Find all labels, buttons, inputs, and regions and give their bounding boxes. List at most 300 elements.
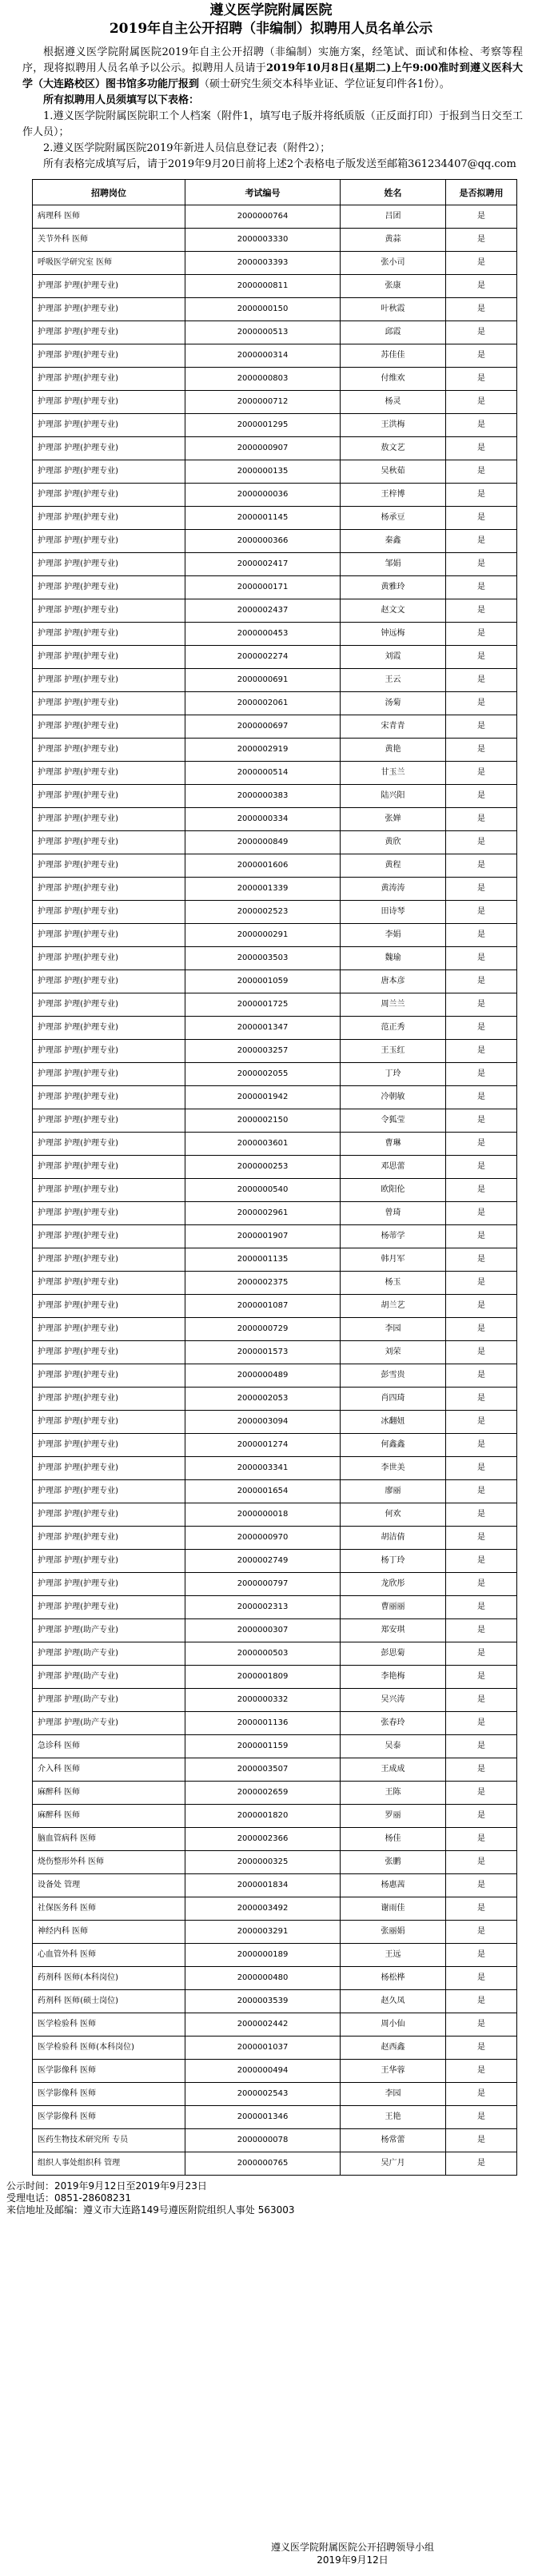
cell-hire-status: 是 xyxy=(446,1411,517,1434)
cell-hire-status: 是 xyxy=(446,1735,517,1758)
cell-name: 杨常蕾 xyxy=(341,2129,446,2152)
cell-position: 护理部 护理(护理专业) xyxy=(33,1295,185,1318)
cell-hire-status: 是 xyxy=(446,2106,517,2129)
table-row xyxy=(33,553,517,576)
cell-hire-status: 是 xyxy=(446,1990,517,2013)
table-row xyxy=(33,1805,517,1828)
table-row xyxy=(33,623,517,646)
table-row xyxy=(33,669,517,692)
cell-hire-status: 是 xyxy=(446,1318,517,1341)
cell-exam-number: 2000002523 xyxy=(185,901,341,924)
cell-exam-number: 2000002274 xyxy=(185,646,341,669)
table-row xyxy=(33,484,517,507)
cell-exam-number: 2000000314 xyxy=(185,344,341,368)
cell-position: 护理部 护理(护理专业) xyxy=(33,599,185,623)
table-row xyxy=(33,368,517,391)
cell-hire-status: 是 xyxy=(446,1364,517,1388)
cell-position: 护理部 护理(护理专业) xyxy=(33,1248,185,1272)
table-row xyxy=(33,1272,517,1295)
cell-position: 护理部 护理(护理专业) xyxy=(33,1156,185,1179)
cell-exam-number: 2000000332 xyxy=(185,1689,341,1712)
cell-position: 护理部 护理(护理专业) xyxy=(33,1063,185,1086)
table-row xyxy=(33,252,517,275)
table-row xyxy=(33,1411,517,1434)
cell-exam-number: 2000000712 xyxy=(185,391,341,414)
cell-hire-status: 是 xyxy=(446,646,517,669)
cell-exam-number: 2000000018 xyxy=(185,1503,341,1527)
cell-position: 脑血管病科 医师 xyxy=(33,1828,185,1851)
table-row xyxy=(33,1063,517,1086)
cell-exam-number: 2000001346 xyxy=(185,2106,341,2129)
cell-position: 护理部 护理(护理专业) xyxy=(33,437,185,460)
cell-hire-status: 是 xyxy=(446,1527,517,1550)
cell-position: 病理科 医师 xyxy=(33,205,185,229)
cell-exam-number: 2000000811 xyxy=(185,275,341,298)
cell-name: 魏瑜 xyxy=(341,947,446,970)
cell-hire-status: 是 xyxy=(446,599,517,623)
cell-hire-status: 是 xyxy=(446,2129,517,2152)
cell-name: 赵西鑫 xyxy=(341,2037,446,2060)
signature-date: 2019年9月12日 xyxy=(317,2554,389,2566)
cell-name: 李园 xyxy=(341,2083,446,2106)
table-row xyxy=(33,2083,517,2106)
cell-position: 护理部 护理(护理专业) xyxy=(33,1040,185,1063)
table-row xyxy=(33,1944,517,1967)
form-item-1: 1.遵义医学院附属医院职工个人档案（附件1，填写电子版并将纸质版（正反面打印）于报到当日交至工作人员）； xyxy=(22,110,523,138)
table-row xyxy=(33,344,517,368)
table-row xyxy=(33,1666,517,1689)
cell-position: 护理部 护理(护理专业) xyxy=(33,553,185,576)
cell-hire-status: 是 xyxy=(446,205,517,229)
table-row xyxy=(33,1503,517,1527)
cell-exam-number: 2000000078 xyxy=(185,2129,341,2152)
table-row xyxy=(33,1248,517,1272)
cell-hire-status: 是 xyxy=(446,854,517,878)
table-row xyxy=(33,1040,517,1063)
cell-exam-number: 2000002061 xyxy=(185,692,341,715)
cell-exam-number: 2000002055 xyxy=(185,1063,341,1086)
cell-exam-number: 2000001145 xyxy=(185,507,341,530)
cell-name: 赵久凤 xyxy=(341,1990,446,2013)
cell-position: 烧伤整形外科 医师 xyxy=(33,1851,185,1874)
cell-exam-number: 2000000150 xyxy=(185,298,341,321)
cell-position: 护理部 护理(护理专业) xyxy=(33,785,185,808)
cell-name: 彭雪贵 xyxy=(341,1364,446,1388)
cell-name: 冰翻妞 xyxy=(341,1411,446,1434)
table-row xyxy=(33,1017,517,1040)
table-row xyxy=(33,1318,517,1341)
cell-hire-status: 是 xyxy=(446,1619,517,1642)
cell-position: 药剂科 医师(硕士岗位) xyxy=(33,1990,185,2013)
table-row xyxy=(33,2013,517,2037)
intro-text-end: （硕士研究生须交本科毕业证、学位证复印件各1份）。 xyxy=(199,78,450,90)
table-row xyxy=(33,831,517,854)
table-row xyxy=(33,1527,517,1550)
cell-exam-number: 2000000540 xyxy=(185,1179,341,1202)
table-row xyxy=(33,1225,517,1248)
table-row xyxy=(33,924,517,947)
cell-exam-number: 2000001573 xyxy=(185,1341,341,1364)
table-row xyxy=(33,762,517,785)
cell-name: 张鹏 xyxy=(341,1851,446,1874)
cell-name: 郑安琪 xyxy=(341,1619,446,1642)
table-row xyxy=(33,321,517,344)
cell-name: 张婵 xyxy=(341,808,446,831)
cell-position: 护理部 护理(护理专业) xyxy=(33,1411,185,1434)
table-row xyxy=(33,1573,517,1596)
signature-block xyxy=(271,2541,434,2566)
cell-name: 黄蒜 xyxy=(341,229,446,252)
cell-position: 护理部 护理(护理专业) xyxy=(33,321,185,344)
cell-exam-number: 2000003492 xyxy=(185,1897,341,1921)
cell-exam-number: 2000002919 xyxy=(185,739,341,762)
cell-position: 护理部 护理(护理专业) xyxy=(33,924,185,947)
cell-name: 冷朝敏 xyxy=(341,1086,446,1109)
cell-exam-number: 2000003291 xyxy=(185,1921,341,1944)
cell-name: 田诗琴 xyxy=(341,901,446,924)
cell-position: 护理部 护理(护理专业) xyxy=(33,739,185,762)
table-row xyxy=(33,1642,517,1666)
cell-exam-number: 2000001942 xyxy=(185,1086,341,1109)
cell-name: 陆兴阳 xyxy=(341,785,446,808)
cell-name: 甘玉兰 xyxy=(341,762,446,785)
cell-name: 邓思蕾 xyxy=(341,1156,446,1179)
cell-position: 急诊科 医师 xyxy=(33,1735,185,1758)
cell-name: 李世美 xyxy=(341,1457,446,1480)
cell-name: 杨蒂学 xyxy=(341,1225,446,1248)
cell-hire-status: 是 xyxy=(446,785,517,808)
cell-hire-status: 是 xyxy=(446,484,517,507)
cell-name: 杨玉 xyxy=(341,1272,446,1295)
cell-hire-status: 是 xyxy=(446,252,517,275)
cell-name: 李艳梅 xyxy=(341,1666,446,1689)
cell-name: 王远 xyxy=(341,1944,446,1967)
cell-hire-status: 是 xyxy=(446,970,517,993)
cell-name: 杨惠茜 xyxy=(341,1874,446,1897)
list-heading: 所有拟聘用人员须填写以下表格： xyxy=(43,94,200,106)
cell-exam-number: 2000000765 xyxy=(185,2152,341,2176)
table-row xyxy=(33,414,517,437)
cell-name: 胡兰艺 xyxy=(341,1295,446,1318)
cell-position: 护理部 护理(助产专业) xyxy=(33,1642,185,1666)
cell-hire-status: 是 xyxy=(446,1596,517,1619)
cell-position: 护理部 护理(护理专业) xyxy=(33,1086,185,1109)
mailing-address: 来信地址及邮编：遵义市大连路149号遵医附院组织人事处 563003 xyxy=(6,2204,295,2216)
table-row xyxy=(33,205,517,229)
table-row xyxy=(33,1133,517,1156)
cell-hire-status: 是 xyxy=(446,1828,517,1851)
cell-name: 何欢 xyxy=(341,1503,446,1527)
cell-position: 设备处 管理 xyxy=(33,1874,185,1897)
cell-position: 医学影像科 医师 xyxy=(33,2060,185,2083)
cell-exam-number: 2000000849 xyxy=(185,831,341,854)
cell-exam-number: 2000000489 xyxy=(185,1364,341,1388)
cell-exam-number: 2000000729 xyxy=(185,1318,341,1341)
cell-name: 王梓博 xyxy=(341,484,446,507)
cell-position: 护理部 护理(护理专业) xyxy=(33,460,185,484)
cell-hire-status: 是 xyxy=(446,1156,517,1179)
cell-name: 邹娟 xyxy=(341,553,446,576)
cell-position: 护理部 护理(护理专业) xyxy=(33,391,185,414)
cell-hire-status: 是 xyxy=(446,1040,517,1063)
cell-exam-number: 2000003341 xyxy=(185,1457,341,1480)
intro-text: 根据遵义医学院附属医院2019年自主公开招聘（非编制）实施方案，经笔试、面试和体检、考察等程序，现将拟聘用人员名单予以公示。拟聘用人员请于 xyxy=(22,46,523,74)
cell-position: 护理部 护理(护理专业) xyxy=(33,762,185,785)
cell-name: 范正秀 xyxy=(341,1017,446,1040)
header-exam-number: 考试编号 xyxy=(185,180,341,205)
cell-name: 杨佳 xyxy=(341,1828,446,1851)
cell-position: 护理部 护理(护理专业) xyxy=(33,1434,185,1457)
cell-hire-status: 是 xyxy=(446,1967,517,1990)
cell-hire-status: 是 xyxy=(446,1642,517,1666)
table-row xyxy=(33,1619,517,1642)
cell-position: 护理部 护理(护理专业) xyxy=(33,1017,185,1040)
cell-exam-number: 2000001907 xyxy=(185,1225,341,1248)
table-row xyxy=(33,1851,517,1874)
cell-hire-status: 是 xyxy=(446,924,517,947)
cell-hire-status: 是 xyxy=(446,1202,517,1225)
table-row xyxy=(33,1480,517,1503)
table-row xyxy=(33,1689,517,1712)
cell-position: 护理部 护理(护理专业) xyxy=(33,275,185,298)
cell-position: 护理部 护理(护理专业) xyxy=(33,1341,185,1364)
table-row xyxy=(33,1550,517,1573)
cell-position: 护理部 护理(护理专业) xyxy=(33,1179,185,1202)
cell-position: 护理部 护理(护理专业) xyxy=(33,715,185,739)
cell-hire-status: 是 xyxy=(446,993,517,1017)
cell-hire-status: 是 xyxy=(446,2152,517,2176)
cell-hire-status: 是 xyxy=(446,1434,517,1457)
cell-name: 赵文文 xyxy=(341,599,446,623)
cell-name: 黄雅玲 xyxy=(341,576,446,599)
cell-name: 黄涛涛 xyxy=(341,878,446,901)
table-row xyxy=(33,1828,517,1851)
cell-name: 令狐莹 xyxy=(341,1109,446,1133)
cell-position: 护理部 护理(护理专业) xyxy=(33,576,185,599)
table-row xyxy=(33,530,517,553)
cell-name: 吴泰 xyxy=(341,1735,446,1758)
cell-hire-status: 是 xyxy=(446,878,517,901)
cell-name: 杨丁玲 xyxy=(341,1550,446,1573)
table-row xyxy=(33,1388,517,1411)
cell-exam-number: 2000001159 xyxy=(185,1735,341,1758)
cell-exam-number: 2000000503 xyxy=(185,1642,341,1666)
cell-name: 欧阳伦 xyxy=(341,1179,446,1202)
table-row xyxy=(33,1758,517,1782)
cell-hire-status: 是 xyxy=(446,1921,517,1944)
cell-hire-status: 是 xyxy=(446,1712,517,1735)
cell-hire-status: 是 xyxy=(446,275,517,298)
cell-hire-status: 是 xyxy=(446,2037,517,2060)
cell-name: 杨灵 xyxy=(341,391,446,414)
cell-name: 黄程 xyxy=(341,854,446,878)
cell-position: 护理部 护理(护理专业) xyxy=(33,1225,185,1248)
table-row xyxy=(33,947,517,970)
cell-name: 黄欣 xyxy=(341,831,446,854)
table-row xyxy=(33,437,517,460)
cell-position: 护理部 护理(护理专业) xyxy=(33,1364,185,1388)
cell-hire-status: 是 xyxy=(446,1782,517,1805)
table-row xyxy=(33,1109,517,1133)
cell-hire-status: 是 xyxy=(446,1063,517,1086)
cell-hire-status: 是 xyxy=(446,391,517,414)
table-row xyxy=(33,808,517,831)
cell-hire-status: 是 xyxy=(446,1457,517,1480)
table-row xyxy=(33,1897,517,1921)
table-row xyxy=(33,1364,517,1388)
cell-exam-number: 2000000383 xyxy=(185,785,341,808)
cell-name: 王华蓉 xyxy=(341,2060,446,2083)
cell-exam-number: 2000001059 xyxy=(185,970,341,993)
cell-hire-status: 是 xyxy=(446,1851,517,1874)
cell-exam-number: 2000000291 xyxy=(185,924,341,947)
cell-position: 护理部 护理(助产专业) xyxy=(33,1689,185,1712)
cell-position: 药剂科 医师(本科岗位) xyxy=(33,1967,185,1990)
cell-position: 护理部 护理(护理专业) xyxy=(33,1202,185,1225)
cell-name: 李娟 xyxy=(341,924,446,947)
cell-name: 廖丽 xyxy=(341,1480,446,1503)
intro-block xyxy=(0,45,542,173)
cell-name: 曹琳 xyxy=(341,1133,446,1156)
cell-name: 张春玲 xyxy=(341,1712,446,1735)
cell-exam-number: 2000001834 xyxy=(185,1874,341,1897)
cell-name: 叶秋霞 xyxy=(341,298,446,321)
table-row xyxy=(33,2129,517,2152)
table-row xyxy=(33,1434,517,1457)
table-row xyxy=(33,229,517,252)
cell-name: 吴兴涛 xyxy=(341,1689,446,1712)
cell-exam-number: 2000001274 xyxy=(185,1434,341,1457)
cell-name: 宋青青 xyxy=(341,715,446,739)
cell-hire-status: 是 xyxy=(446,1897,517,1921)
cell-exam-number: 2000001087 xyxy=(185,1295,341,1318)
header-position: 招聘岗位 xyxy=(33,180,185,205)
cell-position: 护理部 护理(助产专业) xyxy=(33,1619,185,1642)
cell-name: 钟远梅 xyxy=(341,623,446,646)
cell-exam-number: 2000000513 xyxy=(185,321,341,344)
cell-hire-status: 是 xyxy=(446,368,517,391)
cell-exam-number: 2000001037 xyxy=(185,2037,341,2060)
cell-name: 丁玲 xyxy=(341,1063,446,1086)
cell-hire-status: 是 xyxy=(446,344,517,368)
page-title-line2: 2019年自主公开招聘（非编制）拟聘用人员名单公示 xyxy=(109,21,433,37)
table-row xyxy=(33,1921,517,1944)
cell-position: 护理部 护理(护理专业) xyxy=(33,947,185,970)
table-row xyxy=(33,1874,517,1897)
table-row xyxy=(33,1990,517,2013)
page-title-line1: 遵义医学院附属医院 xyxy=(209,2,333,18)
contact-phone: 受理电话：0851-28608231 xyxy=(6,2192,131,2204)
table-row xyxy=(33,2152,517,2176)
cell-position: 护理部 护理(护理专业) xyxy=(33,669,185,692)
cell-hire-status: 是 xyxy=(446,1689,517,1712)
cell-position: 护理部 护理(护理专业) xyxy=(33,692,185,715)
cell-name: 苏佳佳 xyxy=(341,344,446,368)
cell-hire-status: 是 xyxy=(446,1666,517,1689)
cell-exam-number: 2000000480 xyxy=(185,1967,341,1990)
cell-name: 胡洁倩 xyxy=(341,1527,446,1550)
cell-hire-status: 是 xyxy=(446,901,517,924)
cell-name: 彭思菊 xyxy=(341,1642,446,1666)
cell-name: 张丽娟 xyxy=(341,1921,446,1944)
cell-position: 护理部 护理(护理专业) xyxy=(33,507,185,530)
cell-hire-status: 是 xyxy=(446,669,517,692)
table-row xyxy=(33,275,517,298)
cell-position: 护理部 护理(护理专业) xyxy=(33,298,185,321)
cell-name: 罗丽 xyxy=(341,1805,446,1828)
cell-exam-number: 2000003539 xyxy=(185,1990,341,2013)
cell-name: 唐本彦 xyxy=(341,970,446,993)
table-header-row xyxy=(33,180,517,205)
cell-name: 敖文艺 xyxy=(341,437,446,460)
table-row xyxy=(33,2106,517,2129)
cell-position: 护理部 护理(护理专业) xyxy=(33,1457,185,1480)
cell-exam-number: 2000000325 xyxy=(185,1851,341,1874)
cell-hire-status: 是 xyxy=(446,2083,517,2106)
cell-position: 护理部 护理(护理专业) xyxy=(33,1318,185,1341)
table-row xyxy=(33,1735,517,1758)
cell-position: 护理部 护理(护理专业) xyxy=(33,623,185,646)
cell-name: 杨承豆 xyxy=(341,507,446,530)
table-row xyxy=(33,901,517,924)
cell-name: 张小司 xyxy=(341,252,446,275)
cell-position: 护理部 护理(护理专业) xyxy=(33,878,185,901)
cell-position: 护理部 护理(护理专业) xyxy=(33,1596,185,1619)
cell-name: 黄艳 xyxy=(341,739,446,762)
cell-hire-status: 是 xyxy=(446,1503,517,1527)
cell-position: 社保医务科 医师 xyxy=(33,1897,185,1921)
cell-hire-status: 是 xyxy=(446,1295,517,1318)
cell-position: 麻醉科 医师 xyxy=(33,1782,185,1805)
cell-position: 组织人事处组织科 管理 xyxy=(33,2152,185,2176)
table-row xyxy=(33,1967,517,1990)
cell-exam-number: 2000000171 xyxy=(185,576,341,599)
cell-hire-status: 是 xyxy=(446,947,517,970)
cell-name: 王陈 xyxy=(341,1782,446,1805)
cell-hire-status: 是 xyxy=(446,1272,517,1295)
cell-exam-number: 2000000697 xyxy=(185,715,341,739)
cell-exam-number: 2000001295 xyxy=(185,414,341,437)
cell-exam-number: 2000001136 xyxy=(185,1712,341,1735)
cell-hire-status: 是 xyxy=(446,808,517,831)
cell-exam-number: 2000000453 xyxy=(185,623,341,646)
cell-hire-status: 是 xyxy=(446,1573,517,1596)
table-row xyxy=(33,692,517,715)
table-row xyxy=(33,1202,517,1225)
cell-exam-number: 2000001654 xyxy=(185,1480,341,1503)
cell-exam-number: 2000002053 xyxy=(185,1388,341,1411)
cell-name: 吴广月 xyxy=(341,2152,446,2176)
table-row xyxy=(33,854,517,878)
table-row xyxy=(33,1782,517,1805)
cell-exam-number: 2000000797 xyxy=(185,1573,341,1596)
cell-hire-status: 是 xyxy=(446,553,517,576)
table-row xyxy=(33,2037,517,2060)
cell-name: 王艳 xyxy=(341,2106,446,2129)
cell-position: 医学影像科 医师 xyxy=(33,2083,185,2106)
cell-position: 护理部 护理(护理专业) xyxy=(33,530,185,553)
cell-hire-status: 是 xyxy=(446,1179,517,1202)
cell-position: 神经内科 医师 xyxy=(33,1921,185,1944)
cell-exam-number: 2000002375 xyxy=(185,1272,341,1295)
cell-position: 护理部 护理(护理专业) xyxy=(33,646,185,669)
cell-name: 刘荣 xyxy=(341,1341,446,1364)
cell-name: 王洪梅 xyxy=(341,414,446,437)
cell-position: 医学检验科 医师 xyxy=(33,2013,185,2037)
cell-hire-status: 是 xyxy=(446,1109,517,1133)
cell-exam-number: 2000000494 xyxy=(185,2060,341,2083)
cell-position: 护理部 护理(助产专业) xyxy=(33,1712,185,1735)
